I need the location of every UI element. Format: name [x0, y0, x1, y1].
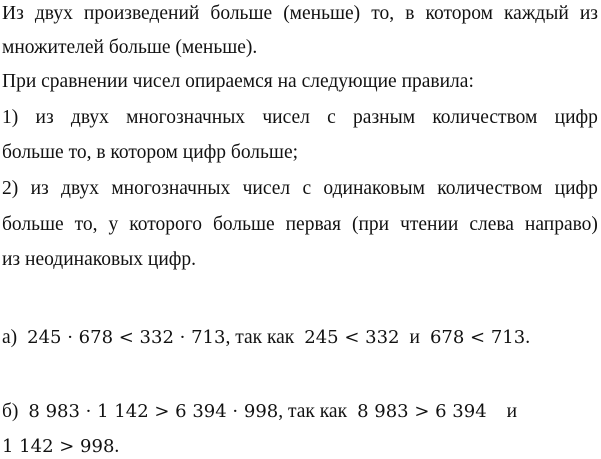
example-b-expression: 8 983 · 1 142 > 6 394 · 998: [28, 401, 279, 422]
example-b-comparison-2: 1 142 > 998: [2, 436, 115, 457]
word: разным: [353, 107, 416, 128]
paragraph-1-line-1: [2, 2, 598, 26]
word: Из: [2, 3, 24, 24]
word: с: [302, 178, 312, 199]
example-b-connector: , так как: [278, 401, 348, 422]
word: в: [405, 3, 415, 24]
word: каждый: [504, 3, 569, 24]
example-a-comparison-2: 678 < 713: [429, 327, 526, 348]
word: больше: [210, 3, 273, 24]
example-b-line-2: [2, 435, 119, 459]
example-b-period: .: [114, 436, 120, 457]
word: больше: [212, 214, 275, 235]
word: многозначных: [126, 107, 246, 128]
rule-2-line-1: [2, 177, 598, 201]
word: слева: [469, 214, 514, 235]
word: (меньше): [283, 3, 361, 24]
word: двух: [61, 178, 100, 199]
word: то,: [371, 3, 395, 24]
example-b-and: и: [506, 401, 518, 422]
example-b-comparison-1: 8 983 > 6 394: [357, 401, 487, 422]
paragraph-1-line-2: множителей больше (меньше).: [2, 37, 258, 58]
rule-1-line-2: больше то, в котором цифр больше;: [2, 142, 299, 163]
word: с: [327, 107, 336, 128]
word: из: [579, 3, 598, 24]
example-a: [2, 326, 530, 350]
word: произведений: [83, 3, 200, 24]
word: количеством: [437, 178, 543, 199]
rule-2-line-3: из неодинаковых цифр.: [2, 249, 197, 270]
word: то,: [74, 214, 98, 235]
example-b-label: б): [2, 401, 19, 422]
word: из: [35, 107, 54, 128]
word: чтении: [400, 214, 459, 235]
word: двух: [34, 3, 73, 24]
word: чисел: [262, 107, 310, 128]
word: направо): [524, 214, 598, 235]
word: которого: [129, 214, 202, 235]
word: цифр: [554, 178, 598, 199]
example-a-and: и: [409, 327, 420, 348]
rule-2-line-2: [2, 213, 598, 237]
word: чисел: [242, 178, 291, 199]
word: больше: [2, 214, 64, 235]
word: котором: [425, 3, 493, 24]
example-b-line-1: [2, 400, 517, 424]
example-a-label: а): [2, 327, 18, 348]
word: первая: [285, 214, 342, 235]
word: количеством: [432, 107, 538, 128]
word: 1): [2, 107, 19, 128]
example-a-connector: , так как: [225, 327, 295, 348]
word: одинаковым: [323, 178, 425, 199]
word: многозначных: [111, 178, 231, 199]
example-a-expression: 245 · 678 < 332 · 713: [27, 327, 226, 348]
word: у: [108, 214, 119, 235]
example-a-period: .: [525, 327, 531, 348]
word: двух: [70, 107, 109, 128]
example-a-comparison-1: 245 < 332: [304, 327, 400, 348]
paragraph-2-line-1: При сравнении чисел опираемся на следующие правила:: [2, 71, 474, 92]
word: цифр: [554, 107, 598, 128]
word: (при: [351, 214, 390, 235]
word: из: [30, 178, 49, 199]
word: 2): [2, 178, 19, 199]
rule-1-line-1: [2, 106, 598, 130]
